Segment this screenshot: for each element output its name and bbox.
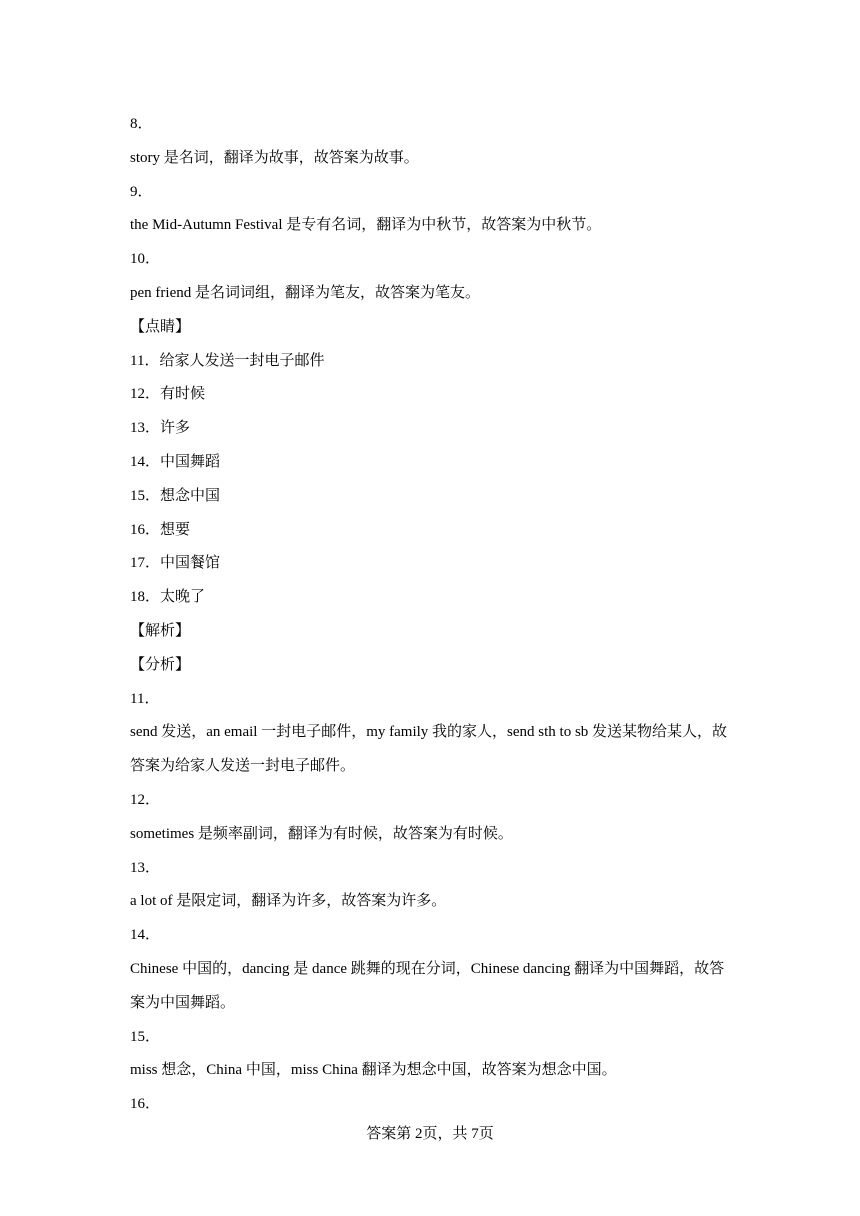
section-heading-fenxi: 【分析】 bbox=[130, 656, 191, 673]
answer-explanation: miss 想念，China 中国，miss China 翻译为想念中国，故答案为想念中国。 bbox=[130, 1062, 617, 1079]
section-heading-dianjing: 【点睛】 bbox=[130, 318, 191, 335]
answer-item: 11．给家人发送一封电子邮件 bbox=[130, 352, 325, 369]
answer-item: 13．许多 bbox=[130, 420, 191, 437]
answer-explanation: story 是名词，翻译为故事，故答案为故事。 bbox=[130, 149, 419, 166]
question-number: 13． bbox=[130, 859, 161, 876]
question-number: 10． bbox=[130, 251, 161, 268]
answer-content bbox=[130, 108, 735, 1122]
question-number: 16． bbox=[130, 1096, 161, 1113]
page-footer: 答案第 2页，共 7页 bbox=[366, 1126, 494, 1142]
answer-item: 17．中国餐馆 bbox=[130, 555, 221, 572]
answer-explanation: Chinese 中国的，dancing 是 dance 跳舞的现在分词，Chinese dancing 翻译为中国舞蹈，故答案为中国舞蹈。 bbox=[130, 960, 725, 1011]
question-number: 9． bbox=[130, 183, 153, 200]
question-number: 11． bbox=[130, 690, 160, 707]
answer-item: 16．想要 bbox=[130, 521, 191, 538]
answer-item: 14．中国舞蹈 bbox=[130, 453, 221, 470]
answer-item: 15．想念中国 bbox=[130, 487, 221, 504]
question-number: 15． bbox=[130, 1028, 161, 1045]
answer-explanation: the Mid-Autumn Festival 是专有名词，翻译为中秋节，故答案为中秋节。 bbox=[130, 217, 602, 234]
section-heading-jiexi: 【解析】 bbox=[130, 622, 191, 639]
question-number: 14． bbox=[130, 927, 161, 944]
answer-item: 18．太晚了 bbox=[130, 589, 206, 606]
answer-explanation: pen friend 是名词词组，翻译为笔友，故答案为笔友。 bbox=[130, 284, 480, 301]
question-number: 8． bbox=[130, 116, 153, 132]
question-number: 12． bbox=[130, 791, 161, 808]
answer-explanation: a lot of 是限定词，翻译为许多，故答案为许多。 bbox=[130, 893, 447, 910]
answer-explanation: send 发送，an email 一封电子邮件，my family 我的家人，send sth to sb 发送某物给某人，故答案为给家人发送一封电子邮件。 bbox=[130, 724, 728, 775]
answer-explanation: sometimes 是频率副词，翻译为有时候，故答案为有时候。 bbox=[130, 825, 513, 842]
answer-item: 12．有时候 bbox=[130, 386, 206, 403]
